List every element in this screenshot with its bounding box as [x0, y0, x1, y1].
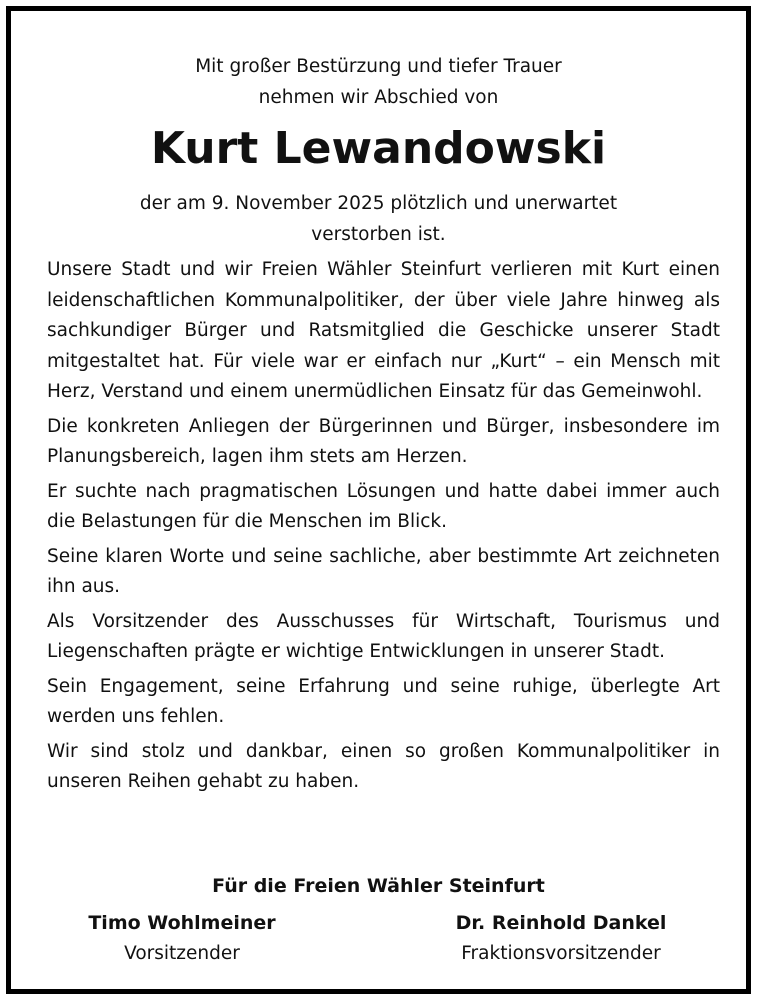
deceased-name: Kurt Lewandowski	[150, 123, 607, 174]
signatory-name: Dr. Reinhold Dankel	[455, 912, 667, 934]
tribute-paragraph: Unsere Stadt und wir Freien Wähler Steinfurt verlieren mit Kurt einen leidenschaftlichen Kommunalpolitiker, der über viele Jahre hinweg als sachkundiger Bürger und Ratsmitglied die Geschicke unserer Stadt mitgestaltet hat. Für viele war er einfach nur „Kurt“ – ein Mensch mit Herz, Verstand und einem unermüdlichen Einsatz für das Gemeinwohl.	[47, 259, 720, 402]
intro-line-1: Mit großer Bestürzung und tiefer Trauer	[195, 56, 562, 77]
tribute-paragraph: Als Vorsitzender des Ausschusses für Wirtschaft, Tourismus und Liegenschaften prägte er wichtige Entwicklungen in unserer Stadt.	[47, 610, 720, 662]
tribute-paragraph: Seine klaren Worte und seine sachliche, aber bestimmte Art zeichneten ihn aus.	[47, 545, 720, 597]
tribute-paragraph: Wir sind stolz und dankbar, einen so großen Kommunalpolitiker in unseren Reihen gehabt zu haben.	[47, 740, 720, 792]
signatory-role: Fraktionsvorsitzender	[461, 943, 661, 964]
signatory-name: Timo Wohlmeiner	[88, 912, 276, 934]
intro-line-2: nehmen wir Abschied von	[258, 87, 499, 108]
tribute-paragraph: Die konkreten Anliegen der Bürgerinnen und Bürger, insbesondere im Planungsbereich, lagen ihm stets am Herzen.	[47, 415, 720, 467]
death-notice-line-2: verstorben ist.	[311, 224, 446, 245]
signatory-left	[47, 907, 317, 969]
intro-text	[11, 51, 746, 113]
tribute-paragraph: Er suchte nach pragmatischen Lösungen und hatte dabei immer auch die Belastungen für die Menschen im Blick.	[47, 480, 720, 532]
organization-line: Für die Freien Wähler Steinfurt	[212, 875, 545, 897]
death-notice	[11, 188, 746, 250]
signatory-role: Vorsitzender	[124, 943, 240, 964]
death-notice-line-1: der am 9. November 2025 plötzlich und unerwartet	[139, 193, 618, 214]
tribute-body	[47, 255, 720, 802]
tribute-paragraph: Sein Engagement, seine Erfahrung und seine ruhige, überlegte Art werden uns fehlen.	[47, 675, 720, 727]
obituary-frame	[6, 6, 751, 994]
signatory-right	[401, 907, 721, 969]
